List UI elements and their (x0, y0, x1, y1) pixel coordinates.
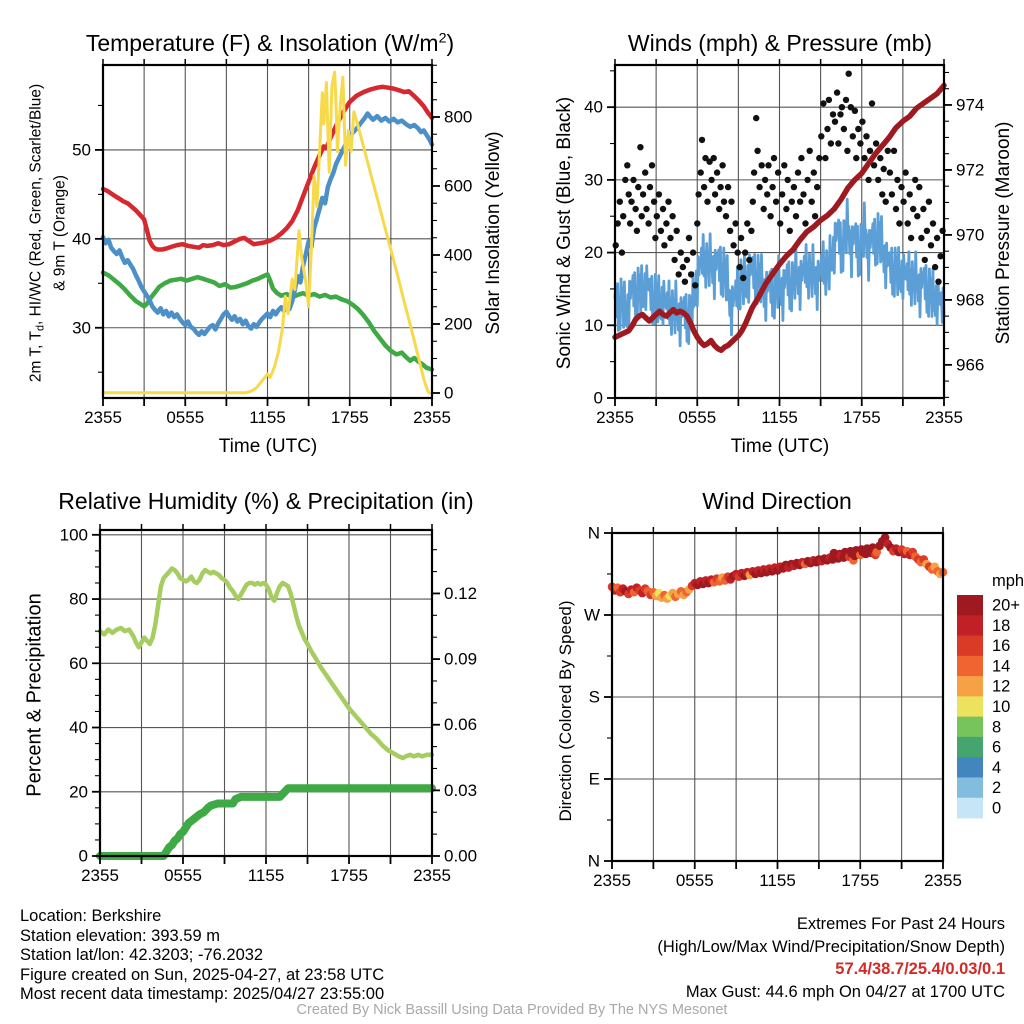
wind-gusts-dot (680, 264, 686, 270)
wind-gusts-dot (850, 133, 856, 139)
wind-gusts-dot (830, 111, 836, 117)
right-tick-label: 0.03 (444, 780, 478, 800)
legend-swatch (957, 696, 983, 717)
wind-gusts-dot (754, 148, 760, 154)
wind-gusts-dot (863, 133, 869, 139)
station-location: Location: Berkshire (20, 907, 162, 925)
wind-gusts-dot (837, 111, 843, 117)
wind-gusts-dot (682, 279, 688, 285)
wind-gusts-dot (695, 191, 701, 197)
wind-gusts-dot (762, 177, 768, 183)
label-part: 2m T, T (27, 331, 45, 383)
wind-gusts-dot (649, 162, 655, 168)
title-text: Temperature (F) & Insolation (W/m (85, 30, 439, 56)
wind-gusts-dot (676, 271, 682, 277)
label-subscript: d (34, 325, 47, 332)
legend-swatch (957, 737, 983, 758)
wind-gusts-dot (658, 228, 664, 234)
wind-gusts-dot (637, 144, 643, 150)
legend-entry-label: 8 (992, 718, 1002, 737)
wind-gusts-dot (661, 242, 667, 248)
left-tick-label: 20 (584, 243, 603, 263)
right-tick-label: 0.12 (444, 583, 478, 603)
wind-gusts-dot (867, 148, 873, 154)
right-tick-label: 400 (444, 245, 473, 265)
wind-gusts-dot (626, 191, 632, 197)
credit-line: Created By Nick Bassill Using Data Provided By The NYS Mesonet (296, 1002, 728, 1018)
wind-gusts-dot (835, 140, 841, 146)
speed-legend (957, 572, 1024, 818)
wind-gusts-dot (660, 206, 666, 212)
wind-gusts-dot (654, 213, 660, 219)
legend-entry-label: 0 (992, 799, 1002, 818)
wind-gusts-dot (879, 191, 885, 197)
wind-gusts-dot (717, 184, 723, 190)
wind-gusts-dot (640, 191, 646, 197)
wind-gusts-dot (761, 206, 767, 212)
wind-gusts-dot (686, 235, 692, 241)
wind-gusts-dot (628, 199, 634, 205)
wind-gusts-dot (719, 162, 725, 168)
legend-swatch (957, 717, 983, 738)
wind-gusts-dot (708, 177, 714, 183)
wind-gusts-dot (881, 166, 887, 172)
y-axis-label-direction: Direction (Colored By Speed) (556, 600, 575, 822)
wind-gusts-dot (742, 249, 748, 255)
wind-gusts-dot (622, 177, 628, 183)
wind-gusts-dot (834, 89, 840, 95)
wind-gusts-dot (853, 155, 859, 161)
wind-gusts-dot (926, 199, 932, 205)
left-tick-label: E (588, 769, 600, 789)
wind-gusts-dot (828, 140, 834, 146)
legend-swatch (957, 757, 983, 778)
x-tick-label: 2355 (596, 408, 634, 427)
left-tick-label: 60 (69, 653, 88, 673)
wind-gusts-dot (775, 169, 781, 175)
wind-gusts-dot (891, 148, 897, 154)
chart-title-temperature-insolation (86, 30, 454, 57)
wind-gusts-dot (652, 235, 658, 241)
left-tick-label: 50 (72, 140, 91, 160)
right-tick-label: 968 (956, 290, 985, 310)
wind-gusts-dot (932, 264, 938, 270)
right-tick-label: 0.00 (444, 846, 478, 866)
right-tick-label: 972 (956, 160, 985, 180)
wind-gusts-dot (732, 220, 738, 226)
wind-gusts-dot (656, 191, 662, 197)
wind-gusts-dot (773, 199, 779, 205)
wind-gusts-dot (642, 169, 648, 175)
c1-chart (72, 59, 472, 427)
wind-gusts-dot (846, 71, 852, 77)
c3-tick-labels (60, 525, 477, 885)
c2-chart (584, 59, 984, 427)
wind-gusts-dot (767, 213, 773, 219)
c3-chart (60, 524, 477, 885)
wind-gusts-dot (684, 257, 690, 263)
wind-gusts-dot (632, 206, 638, 212)
wind-gusts-dot (738, 235, 744, 241)
wind-gusts-dot (727, 228, 733, 234)
wind-gusts-dot (889, 191, 895, 197)
wind-gusts-dot (620, 213, 626, 219)
x-tick-label: 2355 (413, 408, 451, 427)
figure-created: Figure created on Sun, 2025-04-27, at 23:58 UTC (20, 965, 385, 984)
wind-gusts-dot (798, 155, 804, 161)
left-tick-label: 10 (584, 315, 603, 335)
legend-entry-label: 6 (992, 738, 1002, 757)
left-tick-label: 40 (72, 229, 91, 249)
wind-gusts-dot (795, 169, 801, 175)
legend-entry-label: 14 (992, 657, 1011, 676)
legend-entry-label: 20+ (992, 596, 1020, 615)
wind-gusts-dot (698, 169, 704, 175)
wind-gusts-dot (869, 100, 875, 106)
legend-entry-label: 18 (992, 616, 1011, 635)
wind-gusts-dot (711, 155, 717, 161)
left-tick-label: 20 (69, 782, 88, 802)
wind-gusts-dot (688, 271, 694, 277)
wind-gusts-dot (714, 169, 720, 175)
c4-chart (584, 524, 962, 891)
y-axis-label-temperature (27, 84, 70, 382)
wind-gusts-dot (692, 282, 698, 288)
title-text-suffix: ) (446, 30, 455, 56)
wind-gusts-dot (908, 235, 914, 241)
left-tick-label: 40 (584, 97, 603, 117)
wind-gusts-dot (737, 264, 743, 270)
legend-entry-label: 4 (992, 758, 1002, 777)
wind-gusts-dot (873, 140, 879, 146)
wind-gusts-dot (937, 253, 943, 259)
left-tick-label: 80 (69, 589, 88, 609)
wind-gusts-dot (627, 220, 633, 226)
wind-gusts-dot (916, 184, 922, 190)
x-axis-label-time-left: Time (UTC) (218, 436, 318, 457)
left-tick-label: W (583, 605, 600, 625)
x-tick-label: 2355 (924, 871, 962, 890)
wind-gusts-dot (769, 184, 775, 190)
wind-gusts-dot (645, 220, 651, 226)
legend-swatch (957, 656, 983, 677)
x-tick-label: 1155 (761, 408, 798, 427)
wind-gusts-dot (777, 220, 783, 226)
x-tick-label: 1755 (330, 408, 369, 427)
wind-gusts-dot (910, 206, 916, 212)
wind-gusts-dot (728, 199, 734, 205)
right-tick-label: 600 (444, 176, 473, 196)
extremes-block (657, 913, 1005, 1003)
legend-swatch (957, 798, 983, 819)
wind-gusts-dot (824, 126, 830, 132)
wind-gusts-dot (721, 199, 727, 205)
x-tick-label: 1155 (249, 408, 286, 427)
wind-gusts-dot (844, 148, 850, 154)
left-tick-label: 0 (78, 846, 88, 866)
wind-gusts-dot (674, 228, 680, 234)
label-part: , HI/WC (Red, Green, Scarlet/Blue) (27, 83, 45, 326)
wind-gusts-dot (907, 191, 913, 197)
wind-gusts-dot (723, 213, 729, 219)
wind-gusts-dot (912, 177, 918, 183)
wind-gusts-dot (630, 177, 636, 183)
y-axis-label-wind-gust: Sonic Wind & Gust (Blue, Black) (554, 96, 575, 370)
wind-gusts-dot (756, 184, 762, 190)
wind-gusts-dot (690, 249, 696, 255)
wind-gusts-dot (935, 279, 941, 285)
wind-gusts-dot (852, 108, 858, 114)
legend-swatch (957, 615, 983, 636)
c4-gridlines (612, 533, 943, 861)
wind-gusts-dot (783, 206, 789, 212)
left-tick-label: 40 (69, 718, 88, 738)
chart-title-humidity-precip: Relative Humidity (%) & Precipitation (in) (58, 488, 474, 514)
wind-gusts-dot (832, 119, 838, 125)
wind-gusts-dot (896, 220, 902, 226)
legend-title: mph (992, 572, 1024, 590)
wind-gusts-dot (822, 155, 828, 161)
wind-gusts-dot (887, 169, 893, 175)
left-tick-label: 30 (584, 170, 603, 190)
x-tick-label: 1155 (759, 871, 796, 890)
x-tick-label: 0555 (166, 408, 205, 427)
wind-gusts-dot (812, 213, 818, 219)
wind-gusts-dot (791, 184, 797, 190)
wind-gusts-dot (701, 184, 707, 190)
wind-gusts-dot (900, 199, 906, 205)
x-tick-label: 2355 (593, 871, 631, 890)
wind-gusts-dot (841, 126, 847, 132)
wind-gusts-dot (811, 169, 817, 175)
wind-gusts-dot (857, 140, 863, 146)
wind-gusts-dot (905, 220, 911, 226)
x-axis-label-time-right: Time (UTC) (730, 436, 830, 457)
wind-gusts-dot (802, 220, 808, 226)
wind-gusts-dot (893, 206, 899, 212)
legend-entry-label: 12 (992, 677, 1011, 696)
wind-gusts-dot (764, 191, 770, 197)
title-superscript: 2 (438, 30, 447, 47)
left-tick-label: 0 (593, 388, 603, 408)
wind-gusts-dot (875, 177, 881, 183)
wind-gusts-dot (818, 133, 824, 139)
legend-swatch (957, 595, 983, 616)
y-axis-label-insolation: Solar Insolation (Yellow) (483, 131, 504, 335)
right-tick-label: 0.09 (444, 649, 478, 669)
wind-gusts-dot (922, 257, 928, 263)
wind-gusts-dot (643, 206, 649, 212)
wind-gusts-dot (617, 199, 623, 205)
right-tick-label: 800 (444, 107, 473, 127)
x-tick-label: 0555 (675, 871, 714, 890)
wind-gusts-dot (865, 177, 871, 183)
wind-gusts-dot (665, 199, 671, 205)
legend-entry-label: 2 (992, 779, 1002, 798)
wind-gusts-dot (639, 213, 645, 219)
wind-gusts-dot (781, 162, 787, 168)
wind-gusts-dot (744, 220, 750, 226)
wind-gusts-dot (814, 184, 820, 190)
x-tick-label: 1755 (841, 871, 880, 890)
station-elevation: Station elevation: 393.59 m (20, 926, 220, 945)
x-tick-label: 2355 (81, 866, 119, 885)
right-tick-label: 200 (444, 314, 473, 334)
wind-gusts-dot (885, 148, 891, 154)
wind-gusts-dot (779, 191, 785, 197)
right-tick-label: 974 (956, 95, 985, 115)
wind-gusts-dot (753, 115, 759, 121)
wind-gusts-dot (861, 155, 867, 161)
x-tick-label: 1755 (842, 408, 881, 427)
wind-gusts-dot (934, 235, 940, 241)
wind-gusts-dot (750, 199, 756, 205)
wind-gusts-dot (804, 177, 810, 183)
chart-title-wind-direction: Wind Direction (702, 488, 852, 514)
c4-ticks (604, 527, 943, 869)
max-gust: Max Gust: 44.6 mph On 04/27 at 1700 UTC (685, 982, 1005, 1001)
legend-entry-label: 10 (992, 698, 1011, 716)
wind-gusts-dot (765, 162, 771, 168)
station-info-block (20, 907, 384, 1005)
legend-entry-label: 16 (992, 637, 1011, 656)
wind-gusts-dot (826, 97, 832, 103)
left-tick-label: N (587, 523, 600, 543)
wind-gusts-dot (651, 199, 657, 205)
wind-gusts-dot (920, 206, 926, 212)
right-tick-label: 970 (956, 225, 985, 245)
x-tick-label: 1155 (247, 866, 285, 885)
wind-gusts-dot (712, 191, 718, 197)
wind-gusts-dot (797, 199, 803, 205)
x-tick-label: 2355 (84, 408, 122, 427)
wind-gusts-dot (894, 177, 900, 183)
wind-gusts-dot (877, 155, 883, 161)
wind-gusts-dot (855, 126, 861, 132)
wind-gusts-dot (785, 177, 791, 183)
wind-gusts-dot (624, 162, 630, 168)
wind-gusts-dot (735, 249, 741, 255)
wind-gusts-dot (898, 184, 904, 190)
right-tick-label: 966 (956, 355, 985, 375)
wind-gusts-dot (619, 249, 625, 255)
wind-gusts-dot (746, 257, 752, 263)
left-tick-label: S (588, 687, 600, 707)
wind-gusts-dot (699, 137, 705, 143)
left-tick-label: N (587, 851, 600, 871)
wind-gusts-dot (635, 184, 641, 190)
x-tick-label: 2355 (925, 408, 963, 427)
x-tick-label: 0555 (678, 408, 717, 427)
wind-gusts-dot (807, 148, 813, 154)
wind-gusts-dot (843, 97, 849, 103)
wind-gusts-dot (793, 213, 799, 219)
wind-gusts-dot (928, 242, 934, 248)
wind-gusts-dot (667, 235, 673, 241)
y-axis-label-percent-precip: Percent & Precipitation (23, 593, 46, 797)
wind-gusts-dot (839, 104, 845, 110)
wind-gusts-dot (924, 228, 930, 234)
c2-gridlines (615, 65, 944, 398)
wind-gusts-dot (787, 228, 793, 234)
chart-title-winds-pressure: Winds (mph) & Pressure (mb) (627, 30, 933, 56)
wind-gusts-dot (669, 213, 675, 219)
x-tick-label: 2355 (413, 866, 451, 885)
wind-gusts-dot (663, 220, 669, 226)
wind-gusts-dot (730, 242, 736, 248)
legend-swatch (957, 636, 983, 657)
left-tick-label: 100 (59, 525, 88, 545)
x-tick-label: 0555 (164, 866, 202, 885)
wind-gusts-dot (930, 220, 936, 226)
wind-gusts-dot (725, 184, 731, 190)
c3-gridlines (100, 530, 432, 856)
wind-gusts-dot (816, 155, 822, 161)
wind-gusts-dot (859, 119, 865, 125)
wind-gusts-dot (918, 235, 924, 241)
station-latlon: Station lat/lon: 42.3203; -76.2032 (20, 946, 264, 965)
wind-gusts-dot (751, 169, 757, 175)
extremes-title: Extremes For Past 24 Hours (796, 915, 1005, 933)
extremes-values: 57.4/38.7/25.4/0.03/0.1 (835, 960, 1005, 979)
wind-gusts-dot (748, 228, 754, 234)
right-tick-label: 0 (444, 383, 454, 403)
wind-gusts-dot (704, 199, 710, 205)
wind-gusts-dot (740, 275, 746, 281)
temperature-label-line2: & 9m T (Orange) (51, 175, 69, 291)
wind-gusts-dot (883, 199, 889, 205)
y-axis-label-pressure: Station Pressure (Maroon) (993, 121, 1014, 345)
legend-swatch (957, 777, 983, 798)
wind-gusts-dot (694, 220, 700, 226)
data-timestamp: Most recent data timestamp: 2025/04/27 23:55:00 (20, 985, 385, 1004)
wind-gusts-dot (759, 162, 765, 168)
wind-gusts-dot (671, 257, 677, 263)
wind-gusts-dot (820, 100, 826, 106)
right-tick-label: 0.06 (444, 715, 478, 735)
extremes-subtitle: (High/Low/Max Wind/Precipitation/Snow Depth) (657, 937, 1005, 956)
wind-gusts-dot (800, 191, 806, 197)
wind-gusts-dot (716, 206, 722, 212)
x-tick-label: 1755 (330, 866, 368, 885)
wind-gusts-dot (914, 213, 920, 219)
wind-gusts-dot (647, 184, 653, 190)
c4-tick-labels (584, 524, 962, 891)
c1-gridlines (103, 65, 432, 398)
wind-gusts-dot (678, 249, 684, 255)
legend-swatch (957, 676, 983, 697)
wind-gusts-dot (634, 228, 640, 234)
temperature-label-line1 (27, 84, 51, 382)
left-tick-label: 30 (72, 318, 91, 338)
wind-gusts-dot (809, 199, 815, 205)
wind-gusts-dot (902, 169, 908, 175)
wind-gusts-dot (789, 199, 795, 205)
wind-gusts-dot (771, 155, 777, 161)
